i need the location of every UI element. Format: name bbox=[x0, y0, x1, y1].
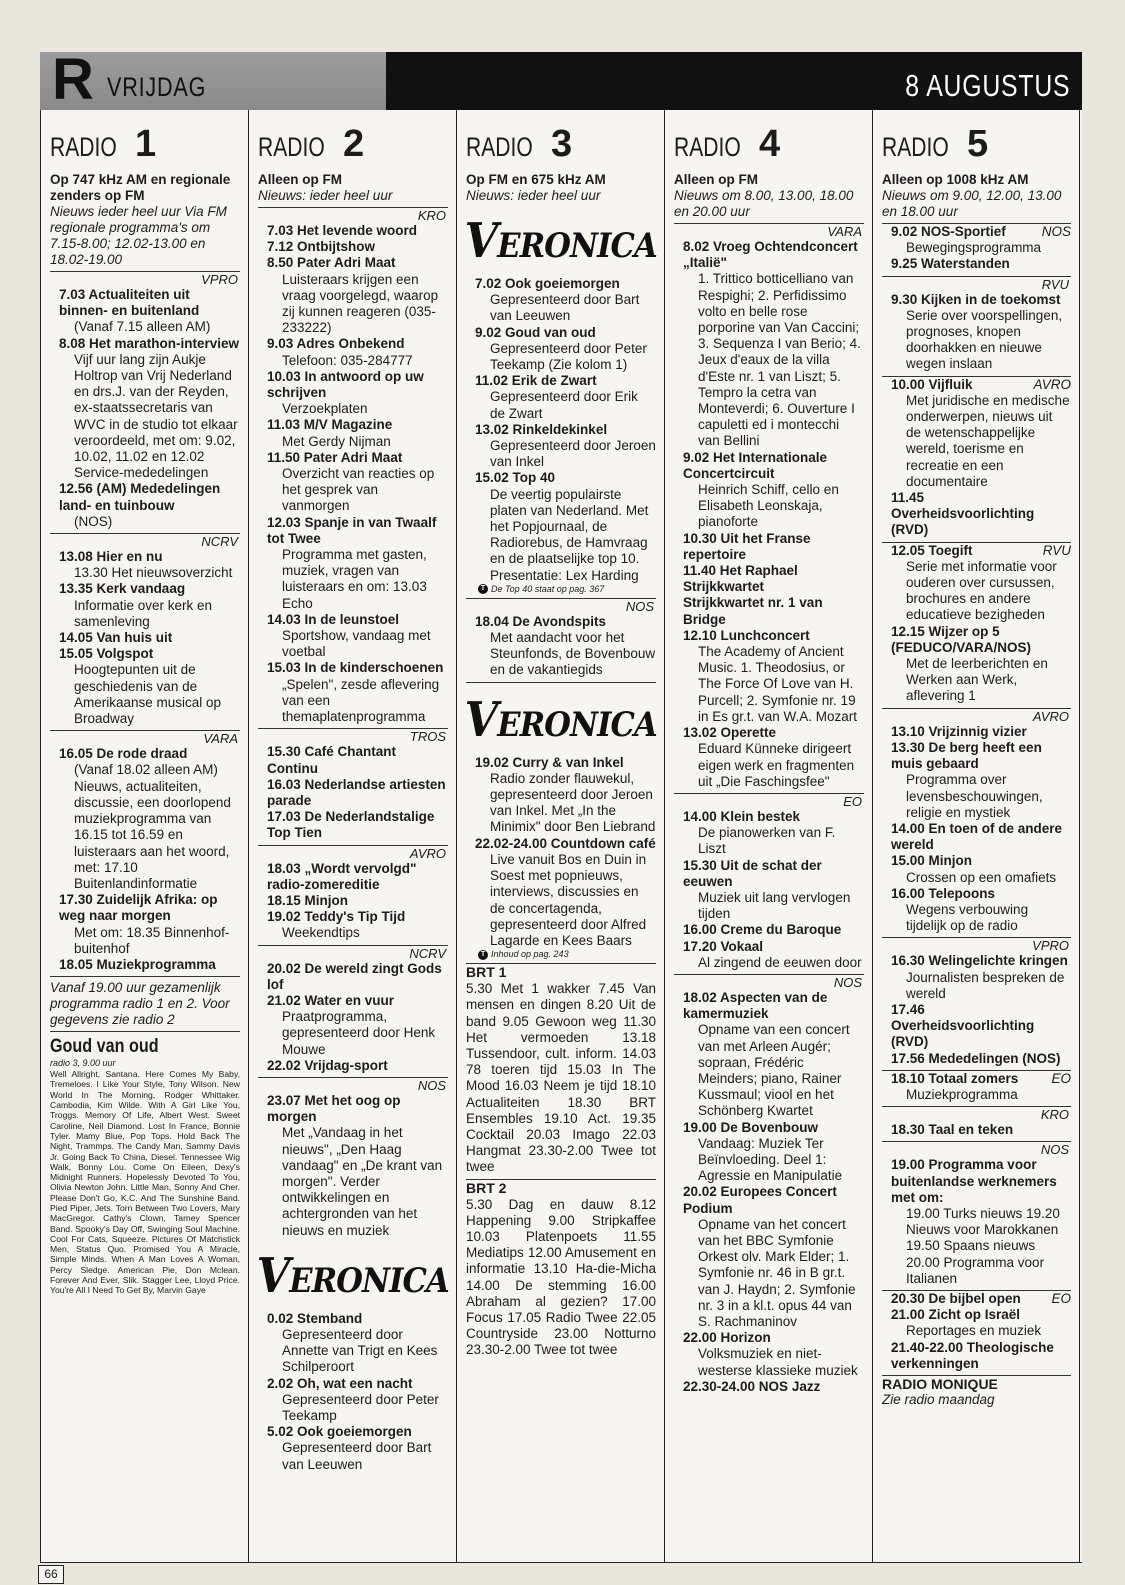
station-title bbox=[466, 122, 656, 172]
broadcaster: EO bbox=[843, 793, 862, 809]
program-title: 10.30 Uit het Franse repertoire bbox=[683, 530, 811, 562]
program-title: 22.02 Vrijdag-sport bbox=[267, 1057, 388, 1073]
program-title: 14.05 Van huis uit bbox=[59, 630, 173, 646]
goud-van-oud-title: Goud van oud bbox=[50, 1036, 159, 1058]
station-name: RADIO bbox=[882, 132, 949, 162]
station-title bbox=[50, 122, 240, 172]
program-entry bbox=[267, 909, 448, 941]
program-entry bbox=[267, 417, 448, 449]
program-entry bbox=[59, 892, 240, 957]
broadcaster: AVRO bbox=[1032, 708, 1069, 724]
program-entry bbox=[891, 1339, 1071, 1372]
program-entry bbox=[683, 239, 864, 450]
station-title bbox=[882, 122, 1071, 172]
program-entry bbox=[59, 287, 240, 336]
program-title: 9.02 Goud van oud bbox=[475, 324, 596, 340]
divider bbox=[466, 682, 656, 683]
column-radio-3 bbox=[456, 110, 664, 1562]
program-title: 19.00 De Bovenbouw bbox=[683, 1119, 819, 1135]
program-title: 19.00 Programma voor buitenlandse werknemers met om: bbox=[891, 1157, 1057, 1205]
program-description: Sportshow, vandaag met voetbal bbox=[282, 628, 431, 660]
program-entry bbox=[475, 835, 656, 949]
program-description: Volksmuziek en niet-westerse klassieke muziek bbox=[698, 1346, 858, 1378]
brt1-schedule: 5.30 Met 1 wakker 7.45 Van mensen en dingen 8.20 Uit de band 9.05 Gewoon weg 11.30 Het vermoeden 13.18 Tussendoor, cult. inform. 14.03 78 toeren tijd 15.03 In The Mood 16.03 Neem je tijd 18.10 Actualiteiten 18.30 BRT Ensembles 19.10 Act. 19.35 Cocktail 20.03 Imago 22.03 Hangmat 23.30-2.00 Twee tot twee bbox=[466, 981, 656, 1175]
program-title: 13.35 Kerk vandaag bbox=[59, 581, 186, 597]
t-marker-icon: T bbox=[478, 584, 488, 594]
t-marker-icon: T bbox=[478, 950, 488, 960]
program-entry bbox=[891, 1122, 1071, 1138]
broadcaster: VARA bbox=[203, 731, 238, 747]
joint-program-note: Vanaf 19.00 uur gezamenlijk programma radio 1 en 2. Voor gegevens zie radio 2 bbox=[50, 980, 230, 1028]
program-description: Met aandacht voor het Steunfonds, de Bovenbouw en de vakantiegids bbox=[490, 630, 656, 678]
program-entry bbox=[891, 623, 1071, 705]
broadcaster-inline: RVU bbox=[1042, 542, 1071, 558]
broadcaster-inline: NOS bbox=[1041, 224, 1071, 239]
program-title: 13.10 Vrijzinnig vizier bbox=[891, 723, 1027, 739]
program-description: Gepresenteerd door Peter Teekamp (Zie kolom 1) bbox=[490, 340, 647, 373]
program-title: 0.02 Stemband bbox=[267, 1310, 363, 1326]
program-description: Bewegingsprogramma bbox=[906, 240, 1042, 256]
program-title: 16.30 Welingelichte kringen bbox=[891, 953, 1068, 969]
program-entry bbox=[683, 449, 864, 531]
program-description: Muziek uit lang vervlogen tijden bbox=[698, 889, 851, 922]
column-radio-5 bbox=[872, 110, 1080, 1562]
program-title: 22.02-24.00 Countdown café bbox=[475, 835, 656, 851]
frequency: Alleen op 1008 kHz AM bbox=[882, 172, 1029, 187]
goud-van-oud-subtitle: radio 3, 9.00 uur bbox=[50, 1058, 116, 1069]
program-title: 11.03 M/V Magazine bbox=[267, 417, 393, 433]
broadcaster: NOS bbox=[833, 974, 862, 990]
station-number: 2 bbox=[343, 123, 365, 165]
broadcaster: NOS bbox=[625, 598, 654, 614]
program-description: Gepresenteerd door Bart van Leeuwen bbox=[490, 292, 640, 324]
news-note: Nieuws ieder heel uur Via FM regionale programma's om 7.15-8.00; 12.02-13.00 en 18.02-19.00 bbox=[50, 204, 227, 267]
program-entry bbox=[267, 744, 448, 776]
station-number: 3 bbox=[551, 123, 573, 165]
program-entry bbox=[267, 660, 448, 725]
program-title: 21.02 Water en vuur bbox=[267, 992, 395, 1008]
program-description: Weekendtips bbox=[282, 925, 360, 941]
program-title: 17.30 Zuidelijk Afrika: op weg naar morgen bbox=[59, 892, 218, 924]
program-title: 15.05 Volgspot bbox=[59, 646, 154, 662]
program-description: Verzoekplaten bbox=[282, 401, 368, 417]
reference-text: Inhoud op pag. 243 bbox=[491, 949, 569, 960]
program-entry bbox=[891, 376, 1071, 490]
divider bbox=[50, 1031, 240, 1032]
program-entry bbox=[267, 514, 448, 612]
column-radio-4 bbox=[664, 110, 872, 1562]
radio-monique-title: RADIO MONIQUE bbox=[882, 1376, 998, 1392]
program-title: 19.02 Curry & van Inkel bbox=[475, 754, 624, 770]
station-title bbox=[258, 122, 448, 172]
program-description: 19.00 Turks nieuws 19.20 Nieuws voor Marokkanen 19.50 Spaans nieuws 20.00 Programma voor Italianen bbox=[906, 1205, 1060, 1286]
program-description: Met „Vandaag in het nieuws", „Den Haag vandaag" en „De krant van morgen". Verder ontwikkelingen en achtergronden van het nieuws en muziek bbox=[282, 1125, 443, 1238]
program-title: 14.00 Klein bestek bbox=[683, 808, 801, 824]
program-entry bbox=[683, 922, 864, 938]
program-title: 18.02 Aspecten van de kamermuziek bbox=[683, 989, 828, 1022]
news-note: Nieuws: ieder heel uur bbox=[258, 188, 393, 203]
program-entry bbox=[683, 627, 864, 725]
program-entry bbox=[267, 860, 448, 893]
program-entry bbox=[475, 373, 656, 422]
page-reference bbox=[478, 584, 656, 595]
veronica-logo bbox=[466, 210, 656, 272]
broadcaster: VPRO bbox=[1032, 938, 1069, 954]
program-description: Radio zonder flauwekul, gepresenteerd door Jeroen van Inkel. Met „In the Minimix" door Ben Liebrand bbox=[490, 770, 656, 835]
program-entry bbox=[683, 1330, 864, 1379]
program-title: Strijkkwartet nr. 1 van Bridge bbox=[683, 595, 823, 627]
program-entry bbox=[891, 853, 1071, 885]
page-reference bbox=[478, 949, 656, 960]
program-entry bbox=[475, 613, 656, 679]
program-description: Informatie over kerk en samenleving bbox=[74, 597, 213, 629]
program-entry bbox=[683, 1184, 864, 1330]
program-description: Met Gerdy Nijman bbox=[282, 433, 391, 449]
program-description: Met juridische en medische onderwerpen, nieuws uit de wetenschappelijke wereld, toerisme en recreatie en een documentaire bbox=[906, 392, 1070, 489]
program-description: Opname van het concert van het BBC Symfonie Orkest olv. Mark Elder; 1. Symfonie nr. 46 in B gr.t. van J. Haydn; 2. Symfonie nr. 3 in a kl.t. opus 44 van S. Rachmaninov bbox=[698, 1216, 856, 1329]
program-entry bbox=[683, 1378, 864, 1395]
day-label: VRIJDAG bbox=[107, 72, 207, 102]
broadcaster: NOS bbox=[1040, 1142, 1069, 1158]
page-header bbox=[40, 47, 1082, 112]
program-description: Programma over levensbeschouwingen, religie en mystiek bbox=[906, 772, 1043, 820]
program-title: 13.08 Hier en nu bbox=[59, 549, 163, 565]
program-entry bbox=[891, 953, 1071, 1002]
program-entry bbox=[891, 1001, 1071, 1051]
program-entry bbox=[267, 1310, 448, 1376]
program-entry bbox=[891, 885, 1071, 935]
program-entry bbox=[891, 256, 1071, 272]
program-entry bbox=[267, 255, 448, 336]
program-title: 21.40-22.00 Theologische verkenningen bbox=[891, 1339, 1054, 1371]
program-entry bbox=[267, 809, 448, 841]
program-title: 12.15 Wijzer op 5 (FEDUCO/VARA/NOS) bbox=[891, 623, 1031, 655]
program-title: 9.02 Het Internationale Concertcircuit bbox=[683, 449, 828, 481]
program-title: 7.02 Ook goeiemorgen bbox=[475, 276, 620, 291]
program-entry bbox=[59, 630, 240, 646]
program-title: 17.46 Overheidsvoorlichting (RVD) bbox=[891, 1001, 1035, 1050]
program-entry bbox=[267, 449, 448, 515]
program-description: Luisteraars krijgen een vraag voorgelegd, waarop zij kunnen reageren (035-233222) bbox=[282, 271, 439, 336]
program-title: 8.02 Vroeg Ochtendconcert „Italië" bbox=[683, 239, 858, 271]
program-entry bbox=[267, 992, 448, 1058]
program-entry bbox=[59, 646, 240, 727]
program-description: Muziekprogramma bbox=[906, 1086, 1018, 1102]
program-title: 14.00 En toen of de andere wereld bbox=[891, 820, 1063, 853]
program-entry bbox=[683, 595, 864, 627]
program-entry bbox=[59, 746, 240, 892]
program-entry bbox=[59, 581, 240, 630]
program-entry bbox=[683, 563, 864, 595]
broadcaster: VPRO bbox=[201, 272, 238, 287]
program-description: „Spelen", zesde aflevering van een themaplatenprogramma bbox=[282, 676, 440, 725]
program-title: 11.40 Het Raphael Strijkkwartet bbox=[683, 563, 798, 595]
program-description: Gepresenteerd door Annette van Trigt en Kees Schilperoort bbox=[282, 1326, 438, 1375]
program-description: Gepresenteerd door Bart van Leeuwen bbox=[282, 1440, 432, 1472]
brt2-title: BRT 2 bbox=[466, 1179, 507, 1196]
news-note: Nieuws: ieder heel uur bbox=[466, 188, 601, 203]
program-title: 12.10 Lunchconcert bbox=[683, 627, 810, 643]
station-name: RADIO bbox=[50, 132, 117, 162]
program-title: 18.10 Totaal zomers bbox=[891, 1070, 1019, 1086]
program-title: 20.30 De bijbel open bbox=[891, 1290, 1021, 1306]
frequency: Alleen op FM bbox=[674, 172, 758, 187]
broadcaster-inline: EO bbox=[1051, 1070, 1071, 1086]
broadcaster: NOS bbox=[417, 1077, 446, 1093]
program-title: 12.05 Toegift bbox=[891, 542, 973, 558]
frequency: Op FM en 675 kHz AM bbox=[466, 172, 606, 187]
program-title: 15.02 Top 40 bbox=[475, 470, 556, 486]
program-entry bbox=[891, 1050, 1071, 1067]
veronica-logo-text: VERONICA bbox=[256, 1247, 450, 1304]
program-title: 9.25 Waterstanden bbox=[891, 256, 1010, 272]
station-name: RADIO bbox=[466, 132, 533, 162]
program-description: Vijf uur lang zijn Aukje Holtrop van Vrij Nederland en drs.J. van der Reyden, ex-staatssecretaris van WVC in de studio tot elkaar veroordeeld, met om: 9.02, 10.02, 11.02 en 12.02 Service-mededelingen bbox=[74, 351, 238, 481]
program-title: 11.45 Overheidsvoorlichting (RVD) bbox=[891, 490, 1035, 538]
program-description: Crossen op een omafiets bbox=[906, 869, 1057, 885]
program-entry bbox=[267, 239, 448, 255]
program-title: 23.07 Met het oog op morgen bbox=[267, 1092, 401, 1125]
program-entry bbox=[267, 1057, 448, 1074]
veronica-logo bbox=[466, 689, 656, 751]
program-description: Telefoon: 035-284777 bbox=[282, 352, 413, 368]
broadcaster: KRO bbox=[417, 208, 446, 223]
station-number: 4 bbox=[759, 123, 781, 165]
program-description: Serie met informatie voor ouderen over cursussen, brochures en andere educatieve bezigheden bbox=[906, 558, 1057, 623]
program-entry bbox=[267, 1424, 448, 1473]
program-title: 21.00 Zicht op Israël bbox=[891, 1307, 1021, 1323]
program-title: 14.03 In de leunstoel bbox=[267, 611, 400, 627]
section-letter: R bbox=[52, 47, 94, 112]
broadcaster: NCRV bbox=[409, 945, 446, 961]
program-description: Heinrich Schiff, cello en Elisabeth Leonskaja, pianoforte bbox=[698, 482, 839, 530]
program-description: Gepresenteerd door Erik de Zwart bbox=[490, 389, 638, 421]
program-title: 10.00 Vijfluik bbox=[891, 376, 973, 392]
frequency: Alleen op FM bbox=[258, 172, 342, 187]
program-entry bbox=[683, 1119, 864, 1185]
program-entry bbox=[683, 530, 864, 563]
broadcaster-inline: EO bbox=[1051, 1290, 1071, 1306]
program-title: 7.03 Het levende woord bbox=[267, 223, 418, 238]
program-description: Opname van een concert van met Arleen Augér; sopraan, Frédéric Meinders; piano, Rainer Kussmaul; viool en het Schönberg Kwartet bbox=[698, 1022, 850, 1119]
divider bbox=[50, 976, 240, 977]
program-title: 5.02 Ook goeiemorgen bbox=[267, 1424, 412, 1440]
program-title: 20.02 Europees Concert Podium bbox=[683, 1184, 837, 1216]
program-description: Vandaag: Muziek Ter Beïnvloeding. Deel 1: Agressie en Manipulatie bbox=[698, 1135, 843, 1184]
radio-monique-note: Zie radio maandag bbox=[882, 1392, 995, 1407]
program-entry bbox=[891, 490, 1071, 539]
program-entry bbox=[891, 291, 1071, 373]
broadcaster: AVRO bbox=[409, 845, 446, 861]
program-description: Met de leerberichten en Werken aan Werk, aflevering 1 bbox=[906, 656, 1048, 704]
program-entry bbox=[475, 324, 656, 374]
station-title bbox=[674, 122, 864, 172]
program-entry bbox=[683, 989, 864, 1120]
program-title: 16.03 Nederlandse artiesten parade bbox=[267, 776, 446, 808]
veronica-logo-text: VERONICA bbox=[464, 691, 658, 748]
program-entry bbox=[683, 808, 864, 858]
program-entry bbox=[475, 421, 656, 471]
program-title: 20.02 De wereld zingt Gods lof bbox=[267, 960, 442, 992]
station-columns bbox=[40, 110, 1082, 1563]
program-entry bbox=[475, 754, 656, 836]
brt2-schedule: 5.30 Dag en dauw 8.12 Happening 9.00 Stripkaffee 10.03 Platenpoets 11.55 Mediatips 12.00 Amusement en informatie 13.10 Ha-die-Micha 14.00 De stemming 16.00 Abraham al gezien? 17.00 Focus 17.05 Radio Twee 22.05 Countryside 23.00 Notturno 23.30-2.00 Twee tot twee bbox=[466, 1196, 656, 1358]
program-description: De veertig populairste platen van Nederland. Met het Popjournaal, de Radiorebus, de Hamvraag en de plaatselijke top 10. Presentatie: Lex Harding bbox=[490, 486, 649, 583]
program-title: 15.30 Uit de schat der eeuwen bbox=[683, 857, 822, 889]
program-title: 19.02 Teddy's Tip Tijd bbox=[267, 909, 406, 925]
program-title: 18.03 „Wordt vervolgd" radio-zomereditie bbox=[267, 860, 417, 892]
program-description: Met om: 18.35 Binnenhof-buitenhof bbox=[74, 924, 230, 956]
date-label: 8 AUGUSTUS bbox=[904, 68, 1070, 103]
program-description: Praatprogramma, gepresenteerd door Henk Mouwe bbox=[282, 1009, 436, 1057]
program-entry bbox=[267, 960, 448, 993]
program-entry bbox=[267, 223, 448, 239]
program-entry bbox=[267, 611, 448, 661]
program-title: 13.02 Operette bbox=[683, 725, 777, 741]
program-title: 8.08 Het marathon-interview bbox=[59, 335, 240, 351]
program-title: 9.03 Adres Onbekend bbox=[267, 336, 405, 352]
program-title: 2.02 Oh, wat een nacht bbox=[267, 1375, 413, 1391]
program-description: Reportages en muziek bbox=[906, 1323, 1042, 1339]
program-description: Gepresenteerd door Jeroen van Inkel bbox=[490, 438, 656, 470]
program-description: Hoogtepunten uit de geschiedenis van de Amerikaanse musical op Broadway bbox=[74, 662, 222, 727]
program-entry bbox=[891, 224, 1071, 256]
program-title: 12.56 (AM) Mededelingen land- en tuinbouw bbox=[59, 481, 221, 513]
program-entry bbox=[683, 938, 864, 971]
program-title: 22.00 Horizon bbox=[683, 1330, 771, 1346]
program-title: 13.02 Rinkeldekinkel bbox=[475, 421, 608, 437]
program-title: 17.56 Mededelingen (NOS) bbox=[891, 1050, 1061, 1066]
program-description: (Vanaf 18.02 alleen AM) Nieuws, actualiteiten, discussie, een doorlopend muziekprogramma van 16.15 tot 16.59 en luisteraars aan het woord, met: 17.10 Buitenlandinformatie bbox=[74, 762, 231, 891]
program-title: 16.05 De rode draad bbox=[59, 746, 188, 762]
goud-van-oud-playlist: Well Allright, Santana. Here Comes My Baby, Tremeloes. I Like Your Style, Tony Wilson. New World In The Morning, Rodger Whittaker. Cambodia, Kim Wilde. With A Girl Like You, Troggs. Memory Of Life, Albert West. Sweet Caroline, Neil Diamond. Lost In France, Bonnie Tyler. Mamy Blue, Pop Tops. Hold Back The Night, Trammps. The Candy Man, Sammy Davis Jr. Going Back To China, Diesel. Tennessee Wig Walk, Bonny Lou. Come On Eileen, Dexy's Midnight Runners. Hopelessly Devoted To You, Olivia Newton John. Little Man, Sonny And Cher. Please Don't Go, K.C. And The Sunshine Band. Pied Piper, Jets. Torn Between Two Lovers, Mary MacGregor. Cathy's Clown, Tarney Spencer Band. Spooky's Day Off, Swinging Soul Machine. Cool For Cats, Squeeze. Pictures Of Matchstick Men, Status Quo. Promised You A Miracle, Simple Minds. When A Man Loves A Woman, Percy Sledge. American Pie, Don Mclean. Forever And Ever, Slik. Stagger Lee, Lloyd Price. You're All I Need To Get By, Marvin Gaye bbox=[50, 1069, 240, 1296]
station-number: 1 bbox=[135, 123, 157, 165]
broadcaster: NCRV bbox=[201, 534, 238, 550]
program-entry bbox=[267, 1375, 448, 1425]
program-title: 15.30 Café Chantant Continu bbox=[267, 744, 397, 776]
program-description: Al zingend de eeuwen door bbox=[698, 954, 862, 970]
program-description: Gepresenteerd door Peter Teekamp bbox=[282, 1391, 439, 1423]
program-entry bbox=[59, 481, 240, 530]
program-title: 7.03 Actualiteiten uit binnen- en buitenland bbox=[59, 287, 200, 319]
news-note: Nieuws om 9.00, 12.00, 13.00 en 18.00 uur bbox=[882, 188, 1062, 219]
program-entry bbox=[267, 368, 448, 418]
program-title: 16.00 Telepoons bbox=[891, 885, 996, 901]
program-entry bbox=[891, 820, 1071, 853]
station-number: 5 bbox=[967, 123, 989, 165]
program-entry bbox=[891, 1070, 1071, 1103]
program-title: 16.00 Creme du Baroque bbox=[683, 922, 842, 938]
program-title: 17.03 De Nederlandstalige Top Tien bbox=[267, 809, 435, 841]
program-title: 13.30 De berg heeft een muis gebaard bbox=[891, 739, 1042, 772]
reference-text: De Top 40 staat op pag. 367 bbox=[491, 583, 605, 594]
broadcaster: RVU bbox=[1041, 276, 1069, 292]
broadcaster: KRO bbox=[1040, 1107, 1069, 1123]
program-title: 8.50 Pater Adri Maat bbox=[267, 255, 396, 271]
program-title: 7.12 Ontbijtshow bbox=[267, 239, 376, 255]
program-description: Serie over voorspellingen, prognoses, knopen doorhakken en nieuwe wegen inslaan bbox=[906, 307, 1063, 372]
program-entry bbox=[683, 857, 864, 923]
program-entry bbox=[59, 335, 240, 482]
program-title: 15.00 Minjon bbox=[891, 853, 973, 869]
program-title: 12.03 Spanje in van Twaalf tot Twee bbox=[267, 514, 437, 546]
program-entry bbox=[267, 776, 448, 809]
program-entry bbox=[891, 1290, 1071, 1307]
program-description: Eduard Künneke dirigeert eigen werk en fragmenten uit „Die Faschingsfee" bbox=[698, 741, 855, 789]
program-title: 18.30 Taal en teken bbox=[891, 1122, 1014, 1138]
program-entry bbox=[683, 725, 864, 790]
program-title: 18.04 De Avondspits bbox=[475, 613, 607, 629]
program-description: Overzicht van reacties op het gesprek van vanmorgen bbox=[282, 466, 435, 514]
program-title: 18.15 Minjon bbox=[267, 892, 349, 908]
broadcaster: VARA bbox=[827, 224, 862, 239]
program-entry bbox=[267, 336, 448, 368]
program-description: 1. Trittico botticelliano van Respighi; 2. Perfidissimo volto en belle rose porporine van Van Caccini; 3. Sequenza I van Berio; 4. Jeux d'eaux de la villa d'Este nr. 1 van Liszt; 5. Tempro la cetra van Monteverdi; 6. Ouverture I capuletti ed i montecchi van Bellini bbox=[698, 271, 861, 449]
program-entry bbox=[267, 892, 448, 909]
program-description: The Academy of Ancient Music. 1. Theodosius, or The Force Of Love van H. Purcell; 2. Symfonie nr. 19 in Es gr.t. van W.A. Mozart bbox=[698, 644, 858, 724]
program-entry bbox=[891, 723, 1071, 740]
program-title: 11.02 Erik de Zwart bbox=[475, 373, 597, 389]
program-title: 18.05 Muziekprogramma bbox=[59, 956, 216, 972]
program-title: 10.03 In antwoord op uw schrijven bbox=[267, 368, 424, 401]
program-page bbox=[40, 47, 1082, 1562]
broadcaster: TROS bbox=[409, 729, 446, 745]
column-radio-1 bbox=[40, 110, 248, 1562]
program-description: Live vanuit Bos en Duin in Soest met popnieuws, interviews, discussies en de concertagenda, gepresenteerd door Alfred Lagarde en Kees Baars bbox=[490, 851, 647, 948]
veronica-logo-text: VERONICA bbox=[464, 213, 658, 269]
program-entry bbox=[475, 276, 656, 325]
program-description: (NOS) bbox=[74, 513, 113, 529]
station-name: RADIO bbox=[258, 132, 325, 162]
program-entry bbox=[891, 542, 1071, 624]
program-entry bbox=[267, 1092, 448, 1239]
program-description: (Vanaf 7.15 alleen AM) bbox=[74, 319, 211, 335]
program-entry bbox=[891, 739, 1071, 821]
broadcaster-inline: AVRO bbox=[1033, 376, 1071, 392]
page-number: 66 bbox=[38, 1565, 64, 1584]
program-title: 15.03 In de kinderschoenen bbox=[267, 660, 444, 676]
station-name: RADIO bbox=[674, 132, 741, 162]
frequency: Op 747 kHz AM en regionale zenders op FM bbox=[50, 172, 231, 203]
program-entry bbox=[891, 1157, 1071, 1287]
program-description: De pianowerken van F. Liszt bbox=[698, 825, 836, 857]
program-entry bbox=[59, 956, 240, 973]
program-description: Journalisten bespreken de wereld bbox=[906, 969, 1065, 1001]
program-description: 13.30 Het nieuwsoverzicht bbox=[74, 565, 233, 581]
veronica-logo bbox=[258, 1245, 448, 1307]
program-title: 22.30-24.00 NOS Jazz bbox=[683, 1378, 821, 1394]
program-title: 11.50 Pater Adri Maat bbox=[267, 449, 403, 465]
header-day-block bbox=[40, 47, 386, 112]
news-note: Nieuws om 8.00, 13.00, 18.00 en 20.00 uur bbox=[674, 188, 854, 219]
program-entry bbox=[475, 470, 656, 583]
column-radio-2 bbox=[248, 110, 456, 1562]
program-title: 9.30 Kijken in de toekomst bbox=[891, 291, 1061, 307]
brt1-title: BRT 1 bbox=[466, 964, 507, 981]
program-title: 9.02 NOS-Sportief bbox=[891, 224, 1006, 239]
program-entry bbox=[891, 1307, 1071, 1339]
program-description: Wegens verbouwing tijdelijk op de radio bbox=[906, 901, 1029, 934]
program-entry bbox=[59, 549, 240, 581]
program-title: 17.20 Vokaal bbox=[683, 938, 764, 954]
program-description: Programma met gasten, muziek, vragen van luisteraars en om: 13.03 Echo bbox=[282, 547, 427, 611]
